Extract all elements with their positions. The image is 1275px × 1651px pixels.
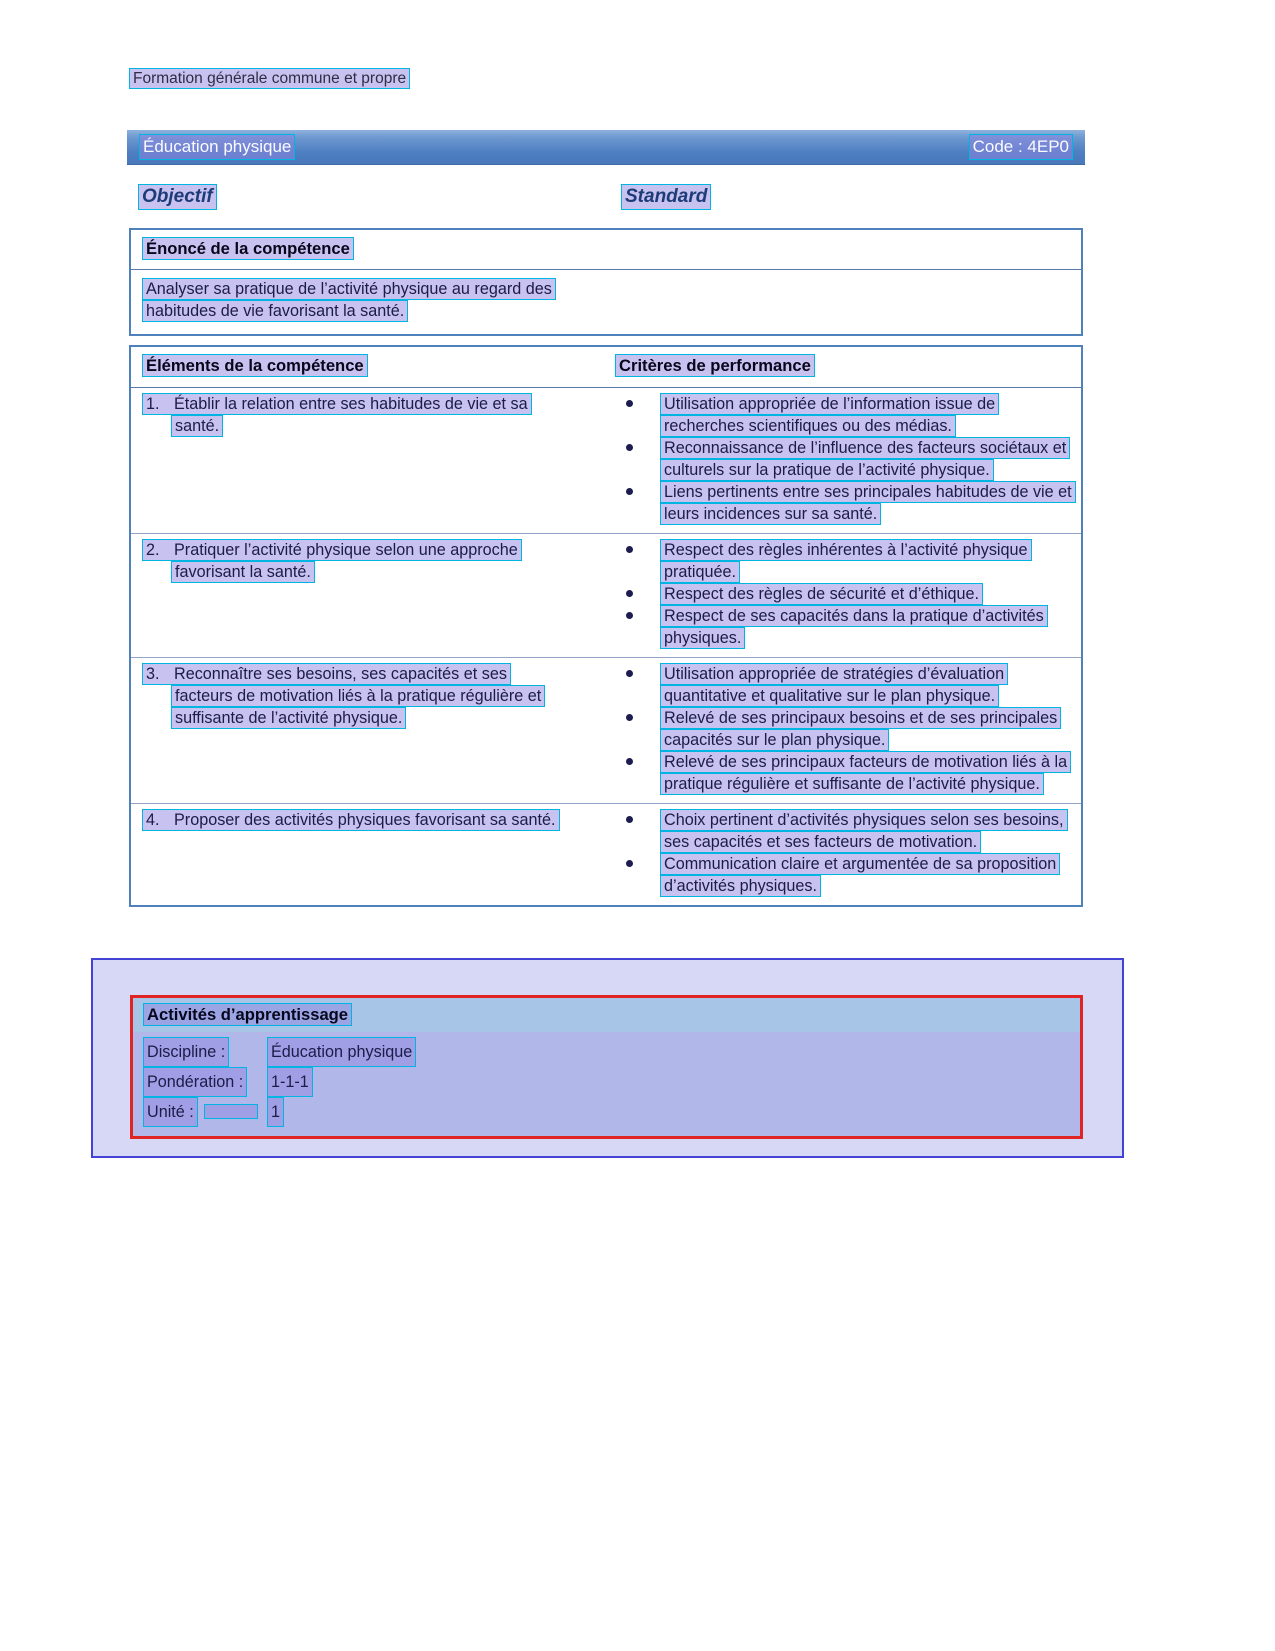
activities-header xyxy=(133,998,1080,1032)
criteria-list xyxy=(624,539,1073,649)
header-bar xyxy=(127,130,1085,165)
element-text: Établir la relation entre ses habitudes de vie et sa santé. xyxy=(174,395,528,435)
field-row-discipline xyxy=(143,1037,1070,1067)
element-text: Proposer des activités physiques favorisant sa santé. xyxy=(174,811,556,829)
table-row xyxy=(131,533,1081,657)
row-number: 4. xyxy=(146,811,160,829)
element-cell xyxy=(131,393,603,525)
row-number: 2. xyxy=(146,541,160,559)
activities-body xyxy=(133,1032,1080,1136)
standard-heading: Standard xyxy=(621,184,711,210)
criteria-item: Respect de ses capacités dans la pratique d’activités physiques. xyxy=(624,605,1073,649)
criteria-list xyxy=(624,393,1073,525)
criteria-item: Respect des règles de sécurité et d’éthique. xyxy=(624,583,1073,605)
empty-highlight-box xyxy=(204,1104,258,1119)
criteria-item: Choix pertinent d’activités physiques selon ses besoins, ses capacités et ses facteurs de motivation. xyxy=(624,809,1073,853)
activities-title: Activités d’apprentissage xyxy=(143,1003,352,1026)
criteria-item: Relevé de ses principaux besoins et de ses principales capacités sur le plan physique. xyxy=(624,707,1073,751)
element-text: Reconnaître ses besoins, ses capacités et ses facteurs de motivation liés à la pratique régulière et suffisante de l’activité physique. xyxy=(174,665,542,727)
enonce-header xyxy=(131,230,1081,270)
bullet-icon xyxy=(626,714,633,721)
criteria-cell xyxy=(603,393,1081,525)
objectif-heading: Objectif xyxy=(138,184,217,210)
criteria-cell xyxy=(603,663,1081,795)
header-code: Code : 4EP0 xyxy=(969,134,1073,160)
field-value: 1-1-1 xyxy=(267,1067,313,1097)
criteria-item: Reconnaissance de l’influence des facteurs sociétaux et culturels sur la pratique de l’activité physique. xyxy=(624,437,1073,481)
bullet-icon xyxy=(626,612,633,619)
bullet-icon xyxy=(626,590,633,597)
criteria-item: Communication claire et argumentée de sa proposition d’activités physiques. xyxy=(624,853,1073,897)
bullet-icon xyxy=(626,670,633,677)
criteria-cell xyxy=(603,539,1081,649)
document-category-label xyxy=(129,68,410,90)
bullet-icon xyxy=(626,400,633,407)
element-cell xyxy=(131,663,603,795)
field-row-unite xyxy=(143,1097,1070,1127)
element-cell xyxy=(131,539,603,649)
objectif-standard-row xyxy=(129,184,1083,212)
enonce-body xyxy=(131,270,1081,334)
col-header-criteres: Critères de performance xyxy=(603,355,815,377)
header-title: Éducation physique xyxy=(139,134,295,160)
activities-box xyxy=(130,995,1083,1139)
field-row-ponderation xyxy=(143,1067,1070,1097)
criteria-item: Utilisation appropriée de l’information issue de recherches scientifiques ou des médias. xyxy=(624,393,1073,437)
criteria-item: Respect des règles inhérentes à l’activité physique pratiquée. xyxy=(624,539,1073,583)
row-number: 3. xyxy=(146,665,160,683)
field-label: Discipline : xyxy=(143,1037,229,1067)
element-text: Pratiquer l’activité physique selon une approche favorisant la santé. xyxy=(174,541,518,581)
criteria-item: Utilisation appropriée de stratégies d’évaluation quantitative et qualitative sur le plan physique. xyxy=(624,663,1073,707)
criteria-list xyxy=(624,809,1073,897)
criteria-item: Liens pertinents entre ses principales habitudes de vie et leurs incidences sur sa santé. xyxy=(624,481,1073,525)
field-value: Éducation physique xyxy=(267,1037,416,1067)
bullet-icon xyxy=(626,758,633,765)
criteria-cell xyxy=(603,809,1081,897)
criteria-item: Relevé de ses principaux facteurs de motivation liés à la pratique régulière et suffisante de l’activité physique. xyxy=(624,751,1073,795)
col-header-elements: Éléments de la compétence xyxy=(131,355,603,377)
criteria-list xyxy=(624,663,1073,795)
top-label-text: Formation générale commune et propre xyxy=(129,68,410,89)
enonce-box xyxy=(129,228,1083,336)
element-cell xyxy=(131,809,603,897)
table-row xyxy=(131,657,1081,803)
bullet-icon xyxy=(626,546,633,553)
bullet-icon xyxy=(626,488,633,495)
bullet-icon xyxy=(626,444,633,451)
bullet-icon xyxy=(626,816,633,823)
table-row xyxy=(131,803,1081,905)
table-header-row xyxy=(131,347,1081,388)
competence-table xyxy=(129,345,1083,907)
field-label: Unité : xyxy=(143,1097,198,1127)
field-label: Pondération : xyxy=(143,1067,247,1097)
table-row xyxy=(131,388,1081,533)
row-number: 1. xyxy=(146,395,160,413)
enonce-text: Analyser sa pratique de l’activité physique au regard des habitudes de vie favorisant la santé. xyxy=(142,278,620,322)
enonce-title: Énoncé de la compétence xyxy=(142,237,354,260)
field-value: 1 xyxy=(267,1097,284,1127)
bullet-icon xyxy=(626,860,633,867)
